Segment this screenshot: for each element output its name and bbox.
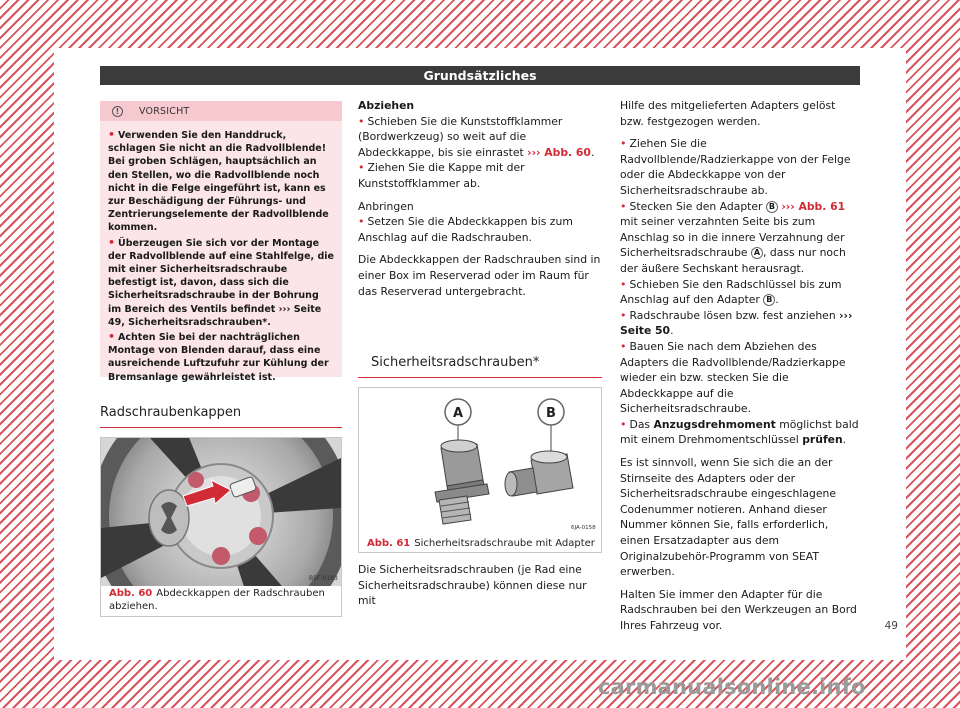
page-reference-link[interactable]: ››› Seite 49, Sicherheitsradschrauben*. bbox=[108, 303, 322, 328]
caution-item bbox=[108, 236, 334, 329]
list-item-text: , dass nur noch der äußere Sechskant herausragt. bbox=[620, 246, 846, 275]
list-item-text: Setzen Sie die Abdeckkappen bis zum Anschlag auf die Radschrauben. bbox=[358, 215, 573, 244]
list-item bbox=[620, 136, 860, 198]
bullet-icon: • bbox=[620, 308, 627, 322]
label-a: A bbox=[452, 406, 464, 421]
caution-item bbox=[108, 330, 334, 384]
list-item: • Radschraube lösen bzw. fest anziehen ››› Seite 50. bbox=[620, 308, 853, 338]
list-item: • Schieben Sie den Radschlüssel bis zum Anschlag auf den Adapter B . bbox=[620, 277, 842, 307]
caution-item-text: Achten Sie bei der nachträglichen Montage von Blenden darauf, dass eine ausreichende Luftzufuhr zur Kühlung der Bremsanlage gewährleistet ist. bbox=[108, 332, 329, 383]
list-item-text: Schieben Sie die Kunststoffklammer (Bordwerkzeug) so weit auf die Abdeckkappe, bis sie einrastet bbox=[358, 114, 563, 159]
wheel-cap-illustration bbox=[101, 438, 341, 586]
figure-caption-text: Abdeckkappen der Radschrauben abziehen. bbox=[109, 588, 325, 612]
list-item: • Schieben Sie die Kunststoffklammer (Bordwerkzeug) so weit auf die Abdeckkappe, bis sie einrastet ››› Abb. 60. bbox=[358, 114, 595, 159]
column-2 bbox=[358, 98, 602, 306]
figure-caption bbox=[367, 537, 597, 550]
figure-caption bbox=[109, 587, 337, 613]
paragraph: Die Abdeckkappen der Radschrauben sind in einer Box im Reserverad oder im Raum für das Reserverad untergebracht. bbox=[358, 253, 601, 298]
section-title-sicherheitsradschrauben: Sicherheitsradschrauben* bbox=[371, 355, 540, 370]
figure-61 bbox=[358, 387, 602, 553]
column-2-continued bbox=[358, 562, 602, 609]
list-item bbox=[358, 160, 602, 191]
bullet-icon: • bbox=[620, 199, 627, 213]
figure-reference-link[interactable]: ››› Abb. 60 bbox=[527, 145, 591, 159]
figure-label: Abb. 61 bbox=[367, 538, 411, 549]
figure-label: Abb. 60 bbox=[109, 588, 153, 599]
figure-code: 6JA-0158 bbox=[571, 525, 596, 531]
page-number: 49 bbox=[884, 620, 898, 632]
caution-item bbox=[108, 128, 334, 235]
list-item-text: Das bbox=[629, 417, 651, 431]
bullet-icon: • bbox=[108, 235, 116, 249]
paragraph: Es ist sinnvoll, wenn Sie sich die an der Stirnseite des Adapters oder der Sicherheitsradschraube eingeschlagene Codenummer notieren. Anhand dieser Nummer können Sie, falls erforderlich, einen Ersatzadapter aus dem Originalzubehör-Programm von SEAT erwerben. bbox=[620, 456, 836, 579]
figure-60 bbox=[100, 437, 342, 617]
caution-header bbox=[100, 101, 342, 121]
figure-reference-link[interactable]: ››› Abb. 61 bbox=[781, 199, 846, 213]
paragraph: Hilfe des mitgelieferten Adapters gelöst bzw. festgezogen werden. bbox=[620, 99, 836, 128]
bullet-icon: • bbox=[620, 137, 627, 151]
bullet-icon: • bbox=[108, 330, 116, 344]
bullet-icon: • bbox=[620, 339, 627, 353]
list-item-text: Radschraube lösen bzw. fest anziehen bbox=[629, 308, 836, 322]
bullet-icon: • bbox=[358, 114, 365, 128]
caution-box bbox=[100, 101, 342, 383]
list-item-text: Stecken Sie den Adapter bbox=[629, 199, 763, 213]
emphasis-text: prüfen bbox=[802, 433, 843, 447]
section-divider bbox=[100, 427, 342, 428]
emphasis-text: Anzugsdrehmoment bbox=[653, 417, 776, 431]
list-item-text: Bauen Sie nach dem Abziehen des Adapters die Radvollblende/Radzierkappe wieder ein bzw. stecken Sie die Abdeckkappe auf die Sicherheitsradschraube. bbox=[620, 339, 846, 416]
list-item-text: mit seiner verzahnten Seite bis zum Anschlag so in die innere Verzahnung der Sicherheitsradschraube bbox=[620, 215, 845, 260]
list-item bbox=[620, 199, 860, 277]
column-3 bbox=[620, 98, 860, 634]
page-header: Grundsätzliches bbox=[100, 66, 860, 85]
list-item-text: möglichst bald mit einem Drehmomentschlüssel bbox=[620, 417, 859, 447]
heading-abziehen: Abziehen bbox=[358, 99, 415, 112]
label-b-badge: B bbox=[763, 294, 775, 306]
page-reference-link[interactable]: ››› Seite 50 bbox=[620, 308, 853, 338]
list-item-text: Ziehen Sie die Kappe mit der Kunststoffklammer ab. bbox=[358, 161, 525, 190]
section-divider bbox=[358, 377, 602, 378]
label-a-badge: A bbox=[751, 247, 763, 259]
bullet-icon: • bbox=[358, 161, 365, 175]
bullet-icon: • bbox=[620, 417, 627, 431]
bullet-icon: • bbox=[108, 128, 116, 141]
list-item bbox=[620, 339, 860, 417]
list-item bbox=[358, 214, 602, 245]
caution-list bbox=[100, 121, 342, 384]
bullet-icon: • bbox=[620, 277, 627, 291]
list-item-text: Schieben Sie den Radschlüssel bis zum Anschlag auf den Adapter bbox=[620, 277, 842, 307]
caution-title: VORSICHT bbox=[139, 105, 190, 117]
exclamation-circle-icon: ! bbox=[112, 106, 123, 117]
section-title-radschraubenkappen: Radschraubenkappen bbox=[100, 405, 242, 420]
watermark: carmanualsonline.info bbox=[598, 675, 866, 699]
heading-anbringen: Anbringen bbox=[358, 199, 414, 213]
figure-caption-text: Sicherheitsradschraube mit Adapter bbox=[414, 538, 595, 549]
security-bolt-illustration bbox=[359, 388, 601, 534]
list-item-text: Ziehen Sie die Radvollblende/Radzierkappe von der Felge oder die Abdeckkappe von der Sicherheitsradschraube ab. bbox=[620, 137, 851, 197]
label-b-badge: B bbox=[766, 201, 778, 213]
paragraph: Die Sicherheitsradschrauben (je Rad eine Sicherheitsradschraube) können diese nur mit bbox=[358, 563, 587, 608]
figure-code: B5F-0183 bbox=[309, 575, 338, 582]
caution-item-text: Verwenden Sie den Handdruck, schlagen Sie nicht an die Radvollblende! Bei groben Schlägen, hauptsächlich an den Stellen, wo die Radvollblende noch nicht in die Felge eingeführt ist, kann es zur Beschädigung der Führungs- und Zentrierungselemente der Radvollblende kommen. bbox=[108, 130, 329, 234]
list-item: • Das Anzugsdrehmoment möglichst bald mit einem Drehmomentschlüssel prüfen. bbox=[620, 417, 859, 447]
label-b: B bbox=[546, 406, 556, 421]
paragraph: Halten Sie immer den Adapter für die Radschrauben bei den Werkzeugen an Bord Ihres Fahrzeug vor. bbox=[620, 587, 857, 632]
caution-item-text: Überzeugen Sie sich vor der Montage der Radvollblende auf eine Stahlfelge, die mit einer Sicherheitsradschraube befestigt ist, davon, dass sich die Sicherheitsradschraube in der Bohrung im Bereich des Ventils befindet bbox=[108, 237, 334, 315]
bullet-icon: • bbox=[358, 215, 365, 229]
